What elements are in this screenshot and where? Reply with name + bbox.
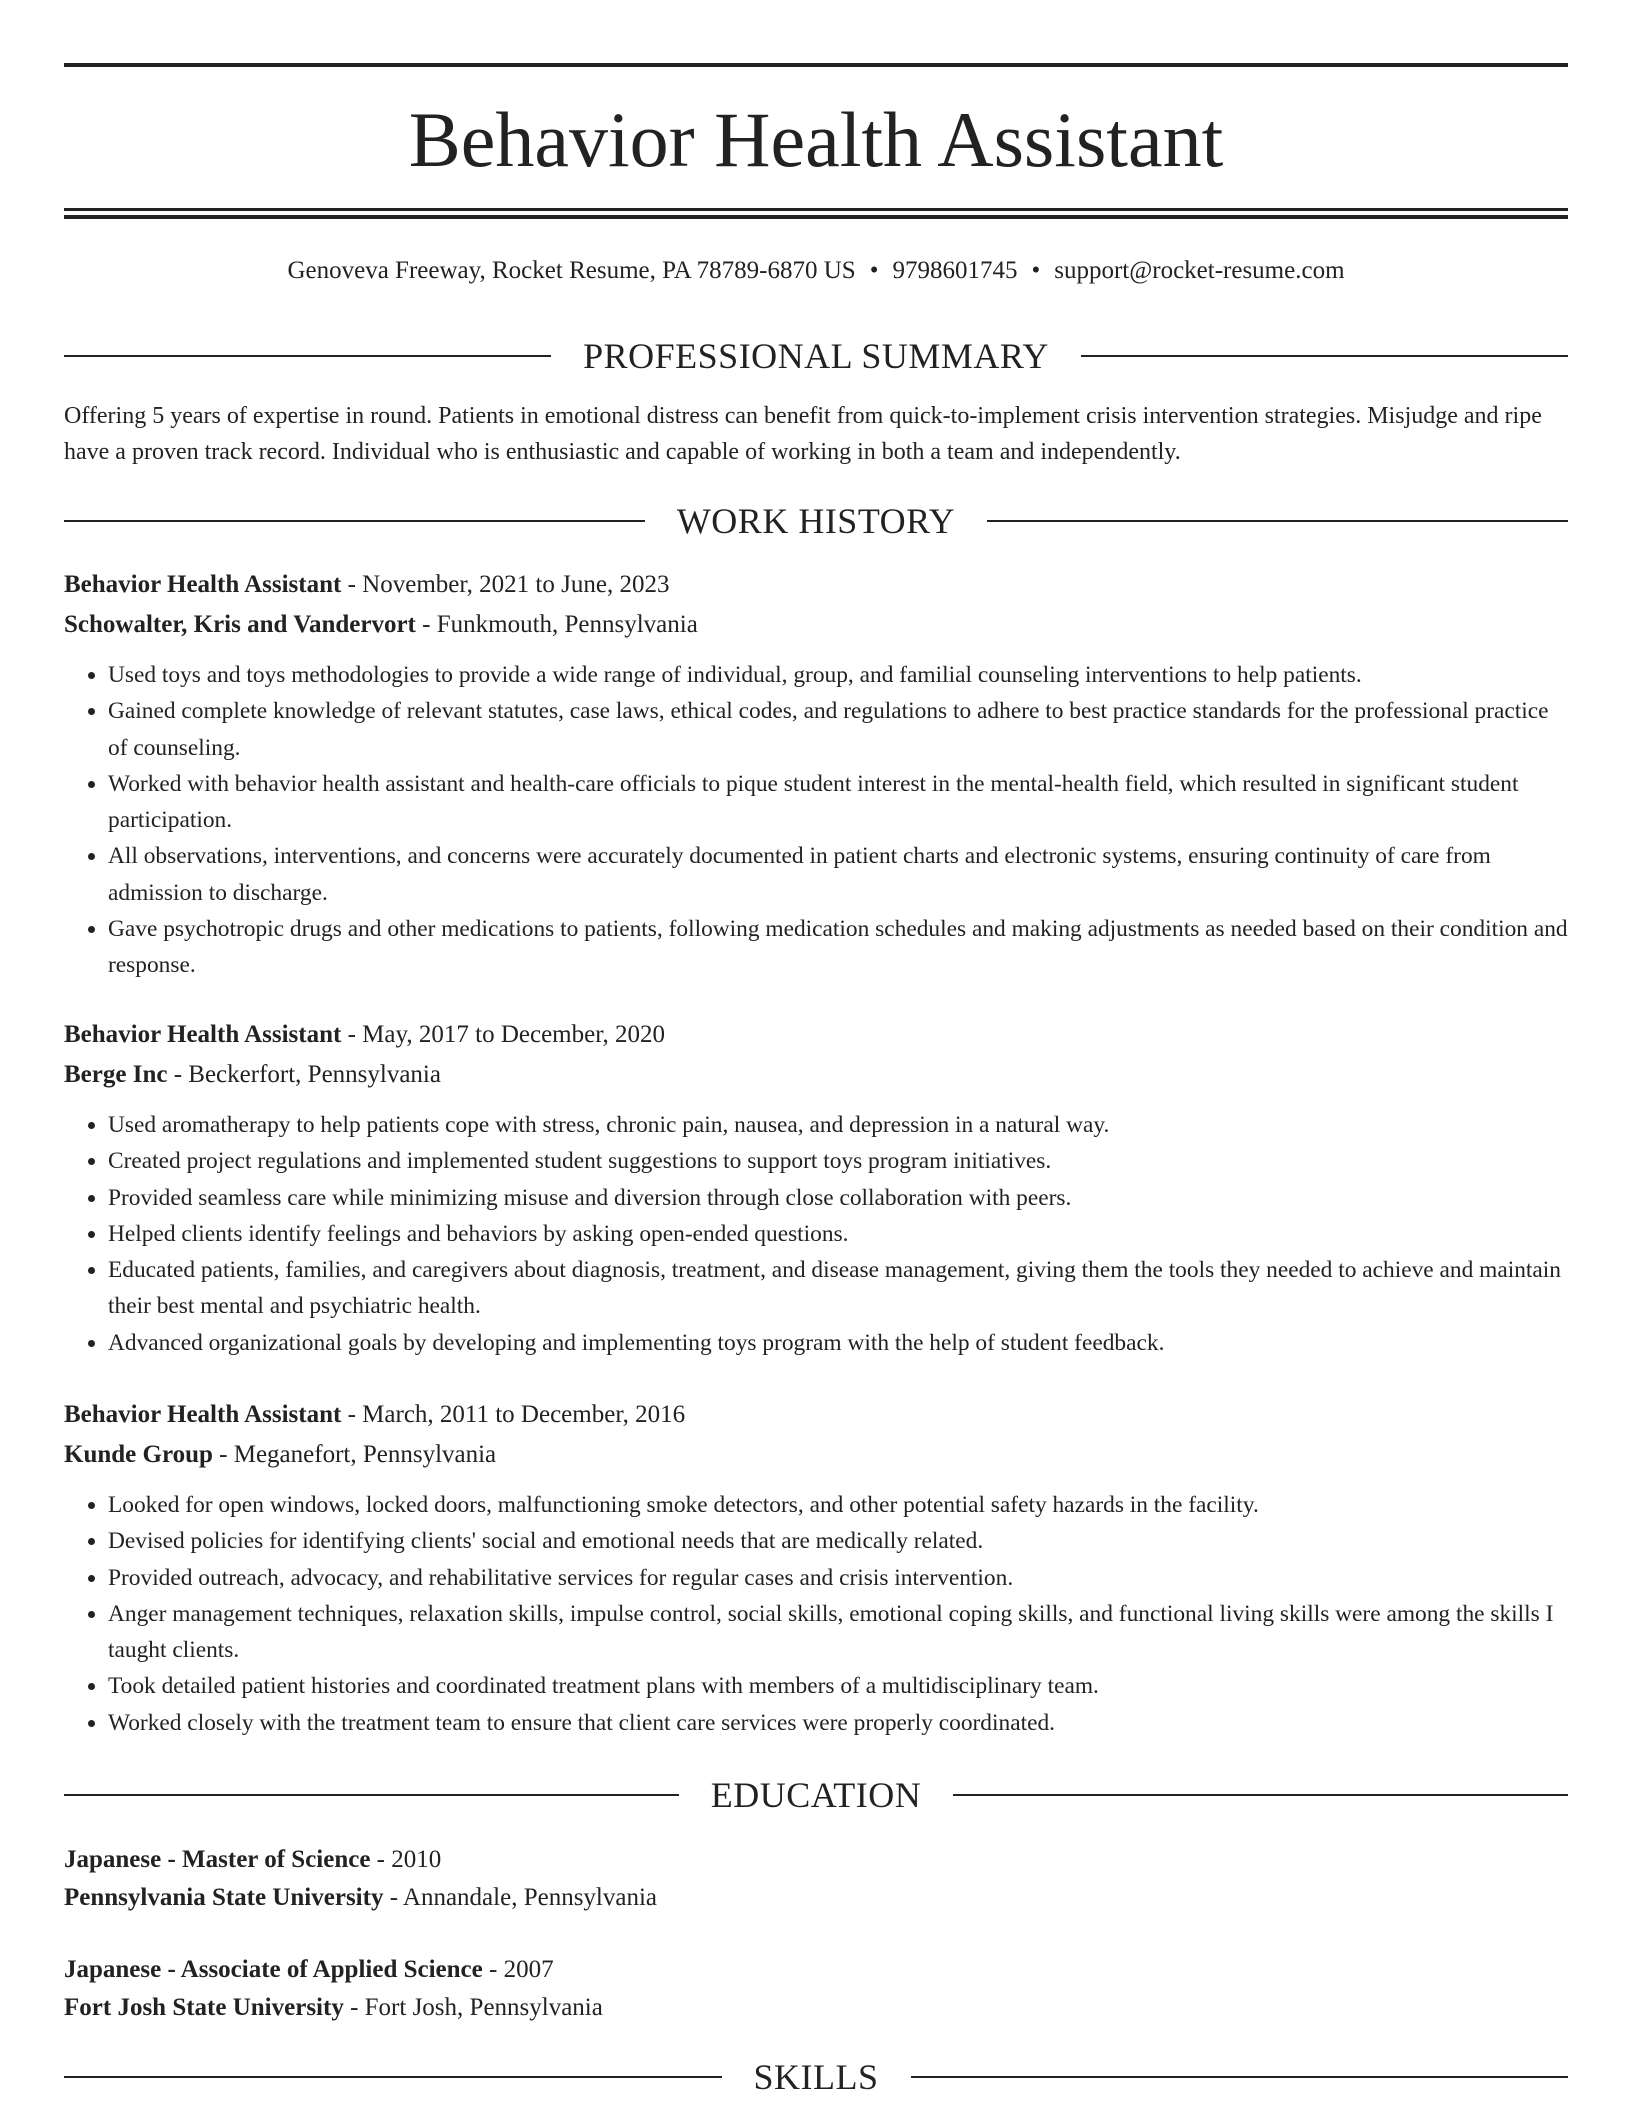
section-heading — [64, 2055, 1568, 2099]
job-company-line — [64, 1435, 1568, 1475]
skills-heading: SKILLS — [753, 2057, 879, 2097]
job-entry — [64, 1395, 1568, 1741]
job-dates: - May, 2017 to December, 2020 — [341, 1021, 666, 1048]
job-title: Behavior Health Assistant — [64, 571, 342, 598]
list-item: • Helped clients identify feelings and behaviors by asking open-ended questions. — [108, 1216, 1568, 1252]
job-company: Kunde Group — [64, 1441, 213, 1468]
work-section — [64, 499, 1568, 543]
education-entry — [64, 1841, 1568, 1917]
list-item: • Gained complete knowledge of relevant statutes, case laws, ethical codes, and regulations to adhere to best practice standards for the professional practice of counseling. — [108, 693, 1568, 766]
contact-phone[interactable]: 9798601745 — [892, 257, 1018, 284]
list-item: • Advanced organizational goals by developing and implementing toys program with the help of student feedback. — [108, 1325, 1568, 1361]
heading-rule-right — [953, 1794, 1568, 1796]
contact-separator: • — [1031, 257, 1041, 284]
edu-school-line — [64, 1989, 1568, 2027]
heading-rule-left — [64, 1794, 679, 1796]
heading-rule-left — [64, 520, 645, 522]
list-item: • All observations, interventions, and concerns were accurately documented in patient charts and electronic systems, ensuring continuity of care from admission to discharge. — [108, 838, 1568, 911]
job-title-line — [64, 1395, 1568, 1435]
summary-text: Offering 5 years of expertise in round. Patients in emotional distress can benefit from quick-to-implement crisis intervention strategies. Misjudge and ripe have a proven track record. Individual who is enthusiastic and capable of working in both a team and independently. — [64, 403, 1542, 465]
contact-separator: • — [869, 257, 879, 284]
list-item: • Worked with behavior health assistant and health-care officials to pique student interest in the mental-health field, which resulted in significant student participation. — [108, 766, 1568, 839]
job-title: Behavior Health Assistant — [64, 1021, 342, 1048]
job-company-line — [64, 605, 1568, 645]
education-section — [64, 1773, 1568, 1817]
list-item: • Educated patients, families, and caregivers about diagnosis, treatment, and disease management, giving them the tools they needed to achieve and maintain their best mental and psychiatric health. — [108, 1252, 1568, 1325]
edu-location: - Annandale, Pennsylvania — [383, 1884, 658, 1911]
job-bullets — [64, 1107, 1568, 1361]
edu-degree: Japanese - Associate of Applied Science — [64, 1956, 483, 1983]
skills-section — [64, 2055, 1568, 2099]
job-dates: - November, 2021 to June, 2023 — [341, 571, 670, 598]
section-heading — [64, 1773, 1568, 1817]
edu-year: - 2010 — [370, 1846, 442, 1873]
contact-address: Genoveva Freeway, Rocket Resume, PA 78789-6870 US — [287, 257, 856, 284]
heading-rule-right — [987, 520, 1568, 522]
edu-degree-line — [64, 1841, 1568, 1879]
job-dates: - March, 2011 to December, 2016 — [341, 1401, 686, 1428]
resume-title: Behavior Health Assistant — [408, 96, 1224, 183]
summary-section — [64, 334, 1568, 470]
job-location: - Beckerfort, Pennsylvania — [167, 1061, 441, 1088]
education-entry — [64, 1951, 1568, 2027]
edu-location: - Fort Josh, Pennsylvania — [343, 1994, 603, 2021]
job-location: - Meganefort, Pennsylvania — [212, 1441, 497, 1468]
job-bullets — [64, 657, 1568, 984]
job-title: Behavior Health Assistant — [64, 1401, 342, 1428]
list-item: • Devised policies for identifying clients' social and emotional needs that are medically related. — [108, 1523, 1568, 1559]
job-title-line — [64, 565, 1568, 605]
summary-heading: PROFESSIONAL SUMMARY — [583, 336, 1049, 376]
list-item: • Gave psychotropic drugs and other medications to patients, following medication schedules and making adjustments as needed based on their condition and response. — [108, 911, 1568, 984]
job-location: - Funkmouth, Pennsylvania — [415, 611, 698, 638]
edu-degree-line — [64, 1951, 1568, 1989]
job-bullets — [64, 1487, 1568, 1741]
job-company: Schowalter, Kris and Vandervort — [64, 611, 416, 638]
list-item: • Provided seamless care while minimizing misuse and diversion through close collaboration with peers. — [108, 1180, 1568, 1216]
list-item: • Took detailed patient histories and coordinated treatment plans with members of a multidisciplinary team. — [108, 1668, 1568, 1704]
list-item: • Created project regulations and implemented student suggestions to support toys program initiatives. — [108, 1143, 1568, 1179]
edu-year: - 2007 — [482, 1956, 554, 1983]
top-rule — [64, 63, 1568, 67]
contact-email[interactable]: support@rocket-resume.com — [1054, 257, 1345, 284]
list-item: • Looked for open windows, locked doors, malfunctioning smoke detectors, and other potential safety hazards in the facility. — [108, 1487, 1568, 1523]
work-heading: WORK HISTORY — [676, 501, 956, 541]
education-heading: EDUCATION — [710, 1775, 922, 1815]
job-entry — [64, 565, 1568, 984]
job-title-line — [64, 1015, 1568, 1055]
job-company: Berge Inc — [64, 1061, 168, 1088]
list-item: • Used aromatherapy to help patients cope with stress, chronic pain, nausea, and depression in a natural way. — [108, 1107, 1568, 1143]
heading-rule-right — [1081, 355, 1568, 357]
heading-rule-left — [64, 355, 551, 357]
title-double-rule — [64, 208, 1568, 219]
section-heading — [64, 334, 1568, 378]
edu-degree: Japanese - Master of Science — [64, 1846, 371, 1873]
list-item: • Used toys and toys methodologies to provide a wide range of individual, group, and familial counseling interventions to help patients. — [108, 657, 1568, 693]
job-company-line — [64, 1055, 1568, 1095]
list-item: • Worked closely with the treatment team to ensure that client care services were properly coordinated. — [108, 1705, 1568, 1741]
edu-school-line — [64, 1879, 1568, 1917]
job-entry — [64, 1015, 1568, 1361]
edu-school: Fort Josh State University — [64, 1994, 344, 2021]
section-heading — [64, 499, 1568, 543]
contact-line — [64, 254, 1568, 288]
heading-rule-right — [911, 2076, 1569, 2078]
list-item: • Anger management techniques, relaxation skills, impulse control, social skills, emotional coping skills, and functional living skills were among the skills I taught clients. — [108, 1596, 1568, 1669]
heading-rule-left — [64, 2076, 722, 2078]
edu-school: Pennsylvania State University — [64, 1884, 384, 1911]
list-item: • Provided outreach, advocacy, and rehabilitative services for regular cases and crisis intervention. — [108, 1560, 1568, 1596]
